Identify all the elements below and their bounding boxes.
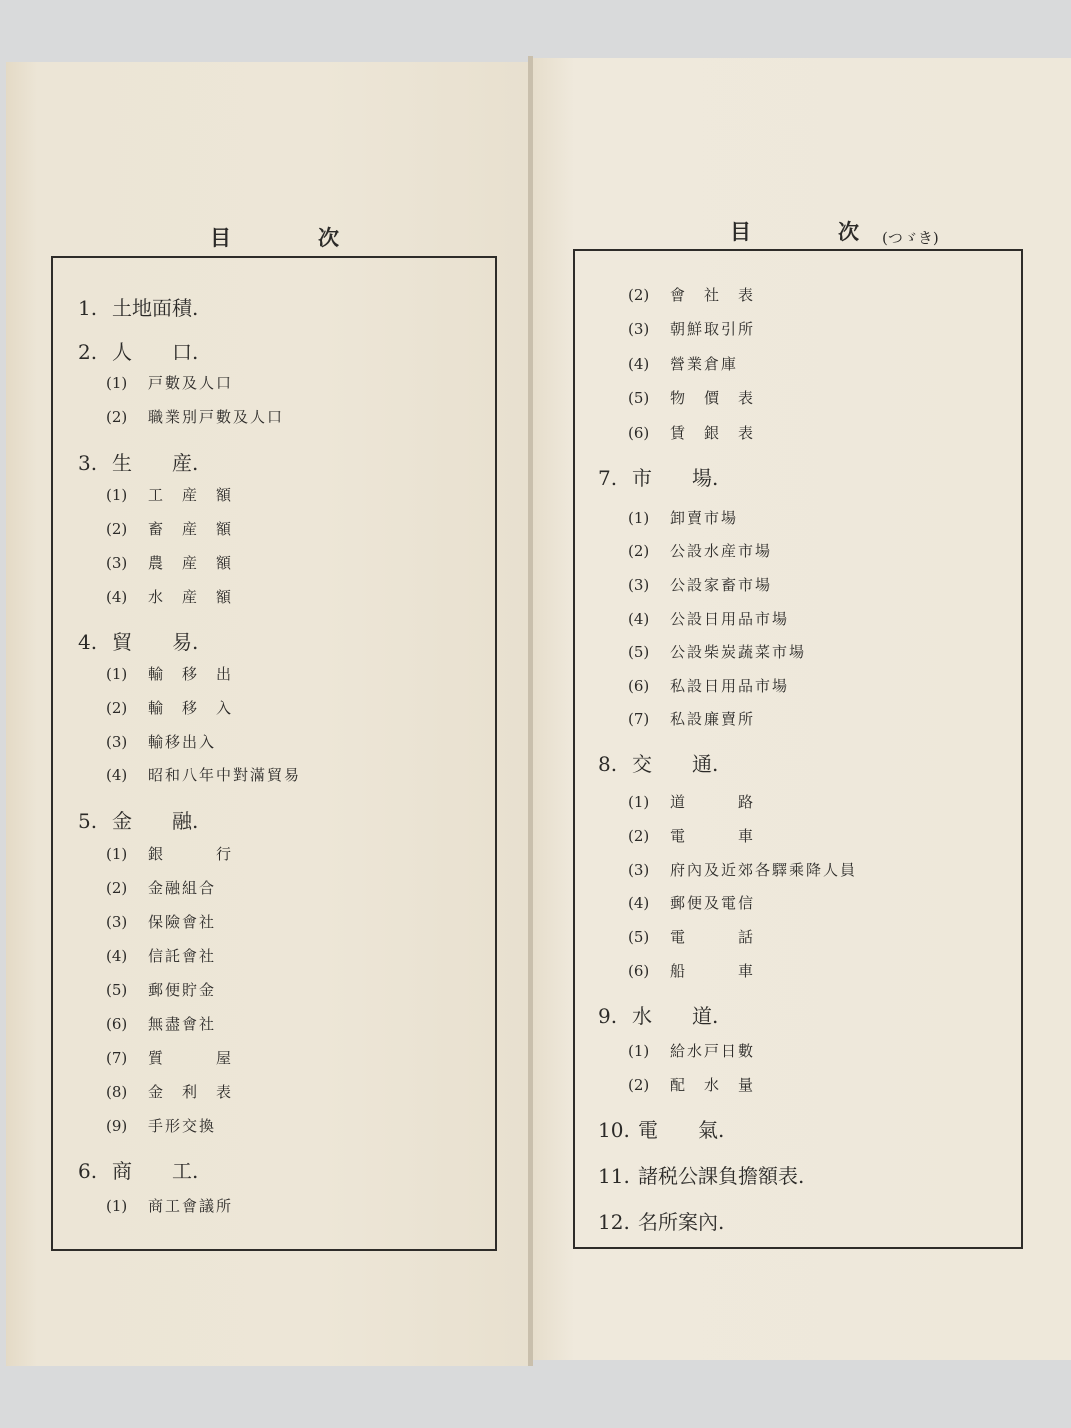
left-toc-entry-2 [78,336,198,365]
toc-entry-number: (2) [106,879,128,897]
toc-entry-label: 諸税公課負擔額表. [638,1164,805,1188]
left-toc-entry-15 [78,805,198,834]
toc-entry-number: 1. [78,296,98,320]
toc-entry-label: 營業倉庫 [670,355,739,373]
toc-entry-number: (3) [106,913,128,931]
toc-entry-label: 手形交換 [148,1117,217,1135]
toc-entry-number: (7) [628,710,650,728]
right-toc-entry-18 [628,892,755,913]
left-toc-entry-20 [106,979,216,1000]
toc-entry-number: (7) [106,1049,128,1067]
toc-entry-label: 船 車 [670,962,756,980]
book-spine [528,56,533,1366]
toc-entry-label: 保險會社 [148,913,217,931]
toc-entry-label: 信託會社 [148,947,217,965]
toc-entry-number: (4) [628,355,650,373]
toc-entry-label: 水 道. [632,1004,719,1028]
toc-entry-number: (3) [106,733,128,751]
toc-entry-label: 電 氣. [638,1118,725,1142]
right-toc-entry-12 [628,675,789,696]
toc-entry-label: 畜 産 額 [148,520,234,538]
toc-entry-number: 5. [78,809,98,833]
toc-entry-number: (1) [106,845,128,863]
right-toc-entry-19 [628,926,755,947]
toc-entry-number: (2) [628,1076,650,1094]
toc-entry-number: (2) [106,699,128,717]
left-toc-entry-5 [78,447,198,476]
left-toc-entry-17 [106,877,216,898]
toc-entry-number: (1) [628,793,650,811]
toc-entry-number: (2) [628,286,650,304]
toc-entry-number: (6) [628,962,650,980]
toc-entry-number: (6) [628,677,650,695]
toc-entry-number: (2) [628,827,650,845]
left-toc-entry-21 [106,1013,216,1034]
toc-entry-number: 7. [598,466,618,490]
toc-entry-number: (9) [106,1117,128,1135]
toc-entry-label: 金 利 表 [148,1083,234,1101]
toc-entry-label: 職業別戸數及人口 [148,408,285,426]
toc-entry-label: 土地面積. [112,296,199,320]
toc-entry-label: 戸數及人口 [148,374,234,392]
toc-entry-number: 12. [598,1210,630,1234]
toc-entry-label: 輸移出入 [148,733,217,751]
toc-entry-number: 4. [78,630,98,654]
toc-entry-label: 水 産 額 [148,588,234,606]
toc-entry-label: 物 價 表 [670,389,756,407]
left-toc-entry-1 [78,292,198,321]
toc-entry-number: (3) [628,576,650,594]
toc-entry-label: 公設柴炭蔬菜市場 [670,643,807,661]
toc-entry-label: 生 産. [112,451,199,475]
right-toc-entry-5 [628,422,755,443]
left-toc-entry-18 [106,911,216,932]
right-toc-entry-16 [628,825,755,846]
toc-entry-label: 交 通. [632,752,719,776]
toc-entry-number: (4) [106,588,128,606]
toc-entry-label: 賃 銀 表 [670,424,756,442]
toc-entry-number: (3) [628,861,650,879]
right-toc-entry-8 [628,540,772,561]
toc-entry-label: 私設日用品市場 [670,677,790,695]
toc-entry-number: (1) [628,509,650,527]
toc-entry-label: 工 産 額 [148,486,234,504]
toc-entry-label: 私設廉賣所 [670,710,756,728]
toc-entry-label: 電 話 [670,928,756,946]
left-toc-entry-24 [106,1115,216,1136]
toc-entry-number: 3. [78,451,98,475]
right-toc-entry-11 [628,641,806,662]
left-toc-entry-23 [106,1081,233,1102]
toc-entry-label: 金 融. [112,809,199,833]
left-toc-entry-19 [106,945,216,966]
left-toc-entry-16 [106,843,233,864]
toc-entry-number: 8. [598,752,618,776]
toc-entry-label: 府內及近郊各驛乘降人員 [670,861,858,879]
toc-entry-number: (5) [628,389,650,407]
toc-entry-number: (5) [628,643,650,661]
left-toc-entry-4 [106,406,284,427]
right-heading-2: 次 [838,219,859,244]
toc-entry-number: (6) [628,424,650,442]
right-toc-entry-17 [628,859,857,880]
toc-entry-number: (5) [628,928,650,946]
toc-entry-number: 2. [78,340,98,364]
toc-entry-number: 9. [598,1004,618,1028]
left-toc-entry-7 [106,518,233,539]
toc-entry-number: (1) [106,486,128,504]
toc-entry-number: 6. [78,1159,98,1183]
toc-entry-label: 商 工. [112,1159,199,1183]
toc-entry-label: 卸賣市場 [670,509,739,527]
right-toc-entry-26 [598,1206,724,1235]
right-toc-entry-22 [628,1040,755,1061]
right-toc-entry-10 [628,608,789,629]
right-toc-entry-1 [628,284,755,305]
toc-entry-label: 農 産 額 [148,554,234,572]
right-toc-entry-9 [628,574,772,595]
left-toc-entry-12 [106,697,233,718]
left-toc-entry-10 [78,626,198,655]
toc-entry-label: 質 屋 [148,1049,234,1067]
right-toc-entry-3 [628,353,738,374]
right-heading-1: 目 [730,219,751,244]
toc-entry-label: 公設水産市場 [670,542,773,560]
right-toc-entry-6 [598,462,718,491]
left-toc-entry-26 [106,1195,233,1216]
toc-entry-number: 11. [598,1164,630,1188]
left-toc-entry-25 [78,1155,198,1184]
toc-entry-label: 郵便及電信 [670,894,756,912]
toc-entry-label: 輸 移 出 [148,665,234,683]
left-toc-entry-6 [106,484,233,505]
toc-entry-number: (6) [106,1015,128,1033]
toc-entry-label: 輸 移 入 [148,699,234,717]
toc-entry-number: (4) [106,766,128,784]
left-toc-entry-9 [106,586,233,607]
toc-entry-label: 貿 易. [112,630,199,654]
toc-entry-label: 名所案內. [638,1210,725,1234]
left-heading-1: 目 [210,225,231,250]
toc-entry-number: 10. [598,1118,630,1142]
toc-entry-label: 會 社 表 [670,286,756,304]
toc-entry-number: (2) [106,408,128,426]
toc-entry-label: 昭和八年中對滿貿易 [148,766,302,784]
toc-entry-label: 公設日用品市場 [670,610,790,628]
right-toc-entry-2 [628,318,755,339]
toc-entry-label: 配 水 量 [670,1076,756,1094]
right-toc-entry-4 [628,387,755,408]
toc-entry-number: (4) [628,894,650,912]
right-toc-entry-13 [628,708,755,729]
left-toc-entry-8 [106,552,233,573]
toc-entry-label: 無盡會社 [148,1015,217,1033]
left-toc-entry-14 [106,764,301,785]
toc-entry-number: (3) [106,554,128,572]
left-toc-entry-11 [106,663,233,684]
toc-entry-number: (3) [628,320,650,338]
toc-entry-number: (4) [628,610,650,628]
toc-entry-number: (2) [106,520,128,538]
right-toc-entry-21 [598,1000,718,1029]
right-toc-entry-14 [598,748,718,777]
left-heading-2: 次 [318,225,339,250]
toc-entry-number: (1) [106,665,128,683]
toc-entry-label: 公設家畜市場 [670,576,773,594]
toc-entry-label: 朝鮮取引所 [670,320,756,338]
left-toc-entry-22 [106,1047,233,1068]
toc-entry-label: 銀 行 [148,845,234,863]
toc-entry-number: (1) [106,374,128,392]
left-toc-entry-13 [106,731,216,752]
toc-entry-label: 道 路 [670,793,756,811]
toc-entry-number: (8) [106,1083,128,1101]
right-toc-entry-15 [628,791,755,812]
toc-entry-number: (2) [628,542,650,560]
toc-entry-label: 商工會議所 [148,1197,234,1215]
toc-entry-label: 郵便貯金 [148,981,217,999]
toc-entry-number: (1) [628,1042,650,1060]
toc-entry-label: 電 車 [670,827,756,845]
right-toc-entry-24 [598,1114,724,1143]
right-toc-entry-20 [628,960,755,981]
toc-entry-number: (1) [106,1197,128,1215]
toc-entry-label: 人 口. [112,340,199,364]
toc-entry-label: 市 場. [632,466,719,490]
toc-entry-number: (4) [106,947,128,965]
right-toc-entry-7 [628,507,738,528]
left-toc-entry-3 [106,372,233,393]
toc-entry-number: (5) [106,981,128,999]
right-heading-continued: (つゞき) [882,229,939,247]
toc-entry-label: 金融組合 [148,879,217,897]
toc-entry-label: 給水戸日數 [670,1042,756,1060]
right-toc-entry-23 [628,1074,755,1095]
right-toc-entry-25 [598,1160,804,1189]
